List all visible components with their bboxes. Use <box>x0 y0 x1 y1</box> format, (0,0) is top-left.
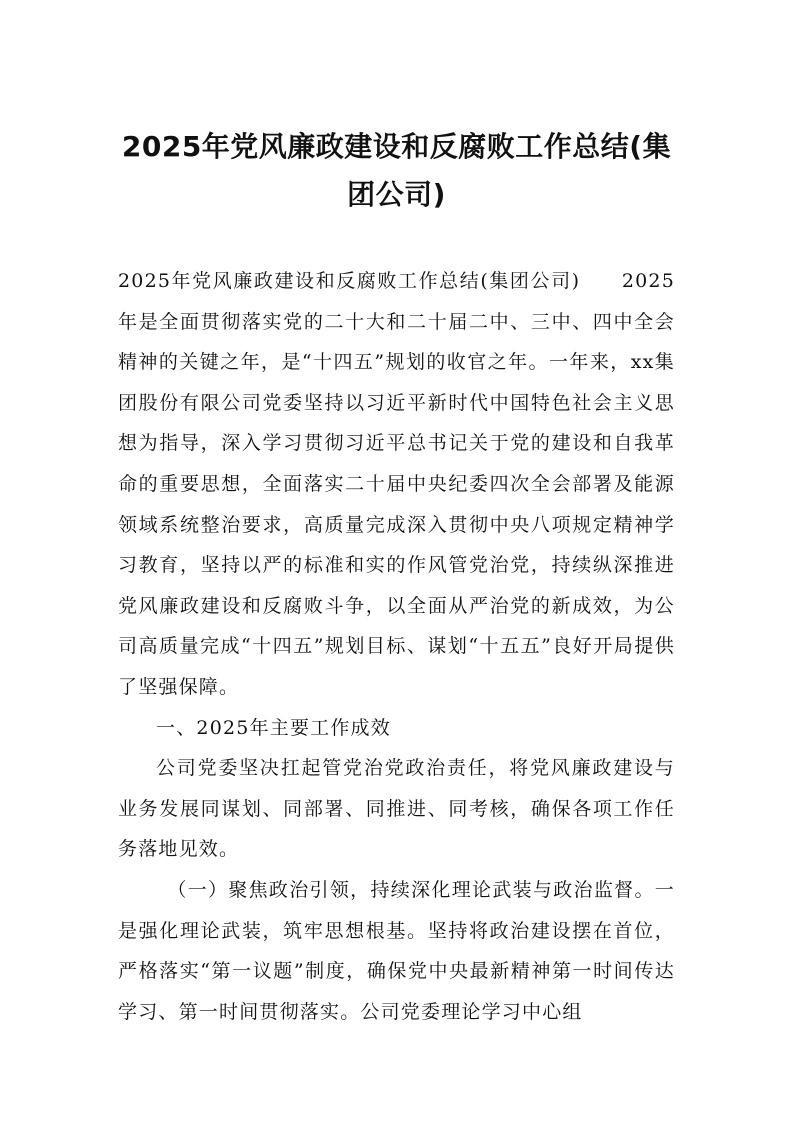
section-heading: 一、2025年主要工作成效 <box>156 716 391 739</box>
section-paragraph: 公司党委坚决扛起管党治党政治责任，将党风廉政建设与业务发展同谋划、同部署、同推进、同考核，确保各项工作任务落地见效。 <box>118 757 675 861</box>
document-title: 2025年党风廉政建设和反腐败工作总结(集团公司) <box>121 130 672 211</box>
document-body <box>118 261 675 1032</box>
intro-paragraph: 2025年党风廉政建设和反腐败工作总结(集团公司) 2025年是全面贯彻落实党的二十大和二十届二中、三中、四中全会精神的关键之年，是“十四五”规划的收官之年。一年来，xx集团股份有限公司党委坚持以习近平新时代中国特色社会主义思想为指导，深入学习贯彻习近平总书记关于党的建设和自我革命的重要思想，全面落实二十届中央纪委四次全会部署及能源领域系统整治要求，高质量完成深入贯彻中央八项规定精神学习教育，坚持以严的标准和实的作风管党治党，持续纵深推进党风廉政建设和反腐败斗争，以全面从严治党的新成效，为公司高质量完成“十四五”规划目标、谋划“十五五”良好开局提供了坚强保障。 <box>118 270 675 698</box>
subsection-paragraph: （一）聚焦政治引领，持续深化理论武装与政治监督。一是强化理论武装，筑牢思想根基。坚持将政治建设摆在首位，严格落实“第一议题”制度，确保党中央最新精神第一时间传达学习、第一时间贯彻落实。公司党委理论学习中心组 <box>118 878 675 1023</box>
